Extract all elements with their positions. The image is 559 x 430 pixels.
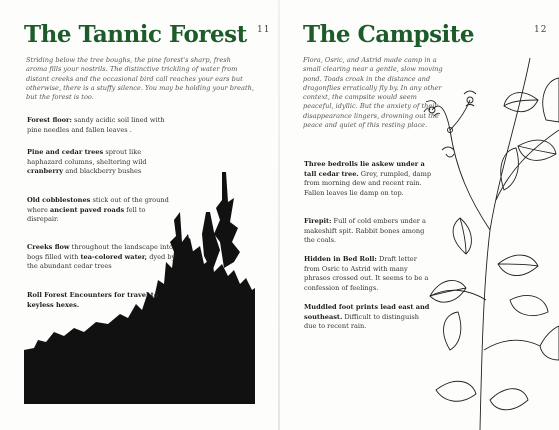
right-entry-bedroll-letter: Hidden in Bed Roll: Draft letter from Osric to Astrid with many phrases crossed out. It seems to be a confession of feelings. <box>304 255 429 292</box>
left-page-title: The Tannic Forest <box>24 21 247 48</box>
left-entry-encounters: Roll Forest Encounters for travel to keyless hexes. <box>27 291 159 309</box>
wildflower-illustration <box>420 50 559 430</box>
right-entry-firepit: Firepit: Full of cold embers under a makeshift spit. Rabbit bones among the coals. <box>304 217 426 245</box>
right-page-number: 12 <box>534 25 548 35</box>
left-entry-trees: Pine and cedar trees sprout like haphazard columns, sheltering wild cranberry and blackberry bushes <box>27 148 147 176</box>
right-intro-text: Flora, Osric, and Astrid made camp in a small clearing near a gentle, slow moving pond. Toads croak in the distance and dragonflies erratically fly by. In any other context, the campsite would seem peaceful, idyllic. But the anxiety of their disappearance lingers, drowning out the peace and quiet of this resting place. <box>303 56 443 130</box>
left-intro-text: Striding below the tree boughs, the pine forest's sharp, fresh aroma fills your nostrils. The distinctive trickling of water from distant creeks and the occasional bird call reaches your ears but otherwise, there is a stuffy silence. You may be holding your breath, but the forest is too. <box>26 56 254 102</box>
right-page <box>280 0 559 430</box>
right-entry-bedrolls: Three bedrolls lie askew under a tall cedar tree. Grey, rumpled, damp from morning dew and recent rain. Fallen leaves lie damp on top. <box>304 160 432 197</box>
left-entry-creeks: Creeks flow throughout the landscape into bogs filled with tea-colored water, dyed by the abundant cedar trees <box>27 243 176 271</box>
right-page-title: The Campsite <box>303 21 475 48</box>
left-page <box>0 0 279 430</box>
left-entry-forest-floor: Forest floor: sandy acidic soil lined with pine needles and fallen leaves . <box>27 116 165 134</box>
left-page-number: 11 <box>257 25 271 35</box>
left-entry-cobblestones: Old cobblestones stick out of the ground where ancient paved roads fell to disrepair. <box>27 196 169 224</box>
right-entry-footprints: Muddled foot prints lead east and southeast. Difficult to distinguish due to recent rain. <box>304 303 430 331</box>
